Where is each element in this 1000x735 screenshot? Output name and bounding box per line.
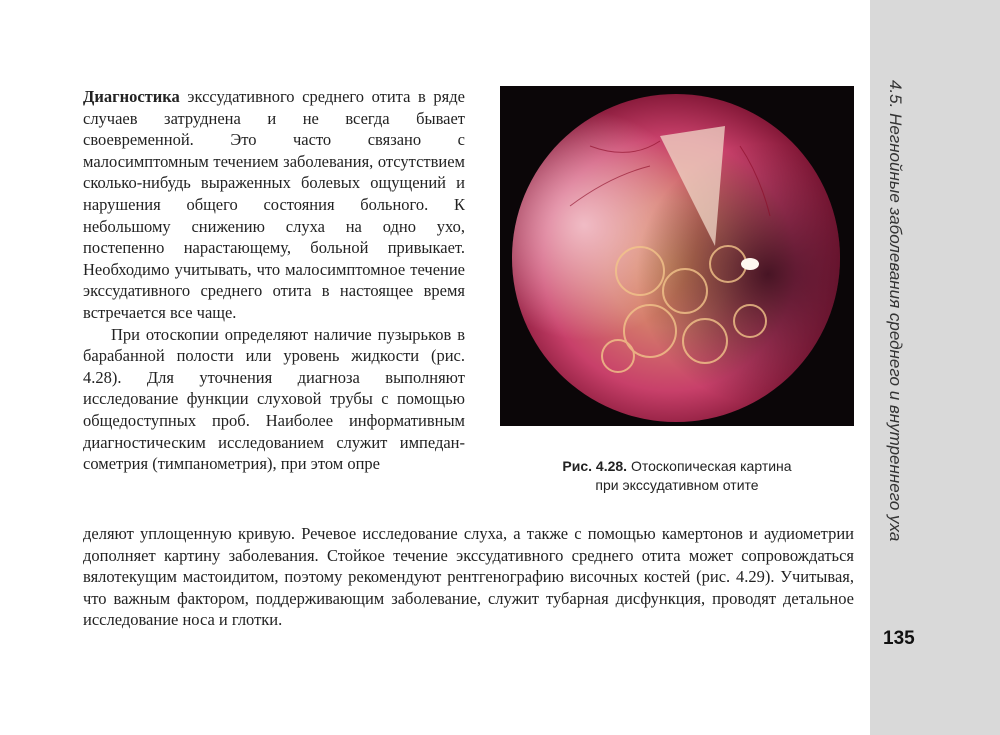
bold-term: Диагностика — [83, 87, 180, 106]
otoscopy-image — [500, 86, 854, 426]
figure-label: Рис. 4.28. — [562, 458, 628, 474]
paragraph-1 — [83, 86, 465, 324]
caption-line-2: при экссудативном отите — [595, 477, 759, 493]
text-column — [83, 86, 465, 475]
figure-caption — [500, 457, 854, 495]
eardrum-illustration — [500, 86, 854, 426]
paragraph-1-text: экссудативного среднего отита в ряде случаев затруднена и не всегда бывает своевременной. Это часто связано с малосимптомным течением заболевания, отсутствием сколько-нибудь выраженных болевых ощущений и нарушения общего состояния больного. К небольшому снижению слуха на одно ухо, постепенно нарастающему, больной привыкает. Необходимо учитывать, что малосимптомное течение экссудативного среднего отита в настоящее время встречается все чаще. — [83, 87, 465, 322]
caption-line-1: Отоскопическая картина — [627, 458, 792, 474]
paragraph-continuation: деляют уплощенную кривую. Речевое исследование слуха, а также с помощью камертонов и аудиометрии дополняет картину заболевания. Стойкое течение экссудативного среднего отита может сопровождаться вялотекущим мастоидитом, поэтому рекомендуют рентгенографию височных костей (рис. 4.29). Учитывая, что важным фактором, поддерживающим заболевание, служит тубарная дисфункция, проводят детальное исследование носа и глотки. — [83, 524, 854, 630]
paragraph-2: При отоскопии определяют наличие пузырьков в барабанной полости или уровень жидкости (рис. 4.28). Для уточнения диагноза выполняют исследование функции слуховой трубы с помощью общедоступных проб. Наиболее информативным диагностическим исследованием служит импедансометрия (тимпанометрия), при этом опре — [83, 324, 465, 474]
page-number: 135 — [883, 628, 915, 649]
running-head: 4.5. Негнойные заболевания среднего и внутреннего уха — [886, 80, 905, 542]
